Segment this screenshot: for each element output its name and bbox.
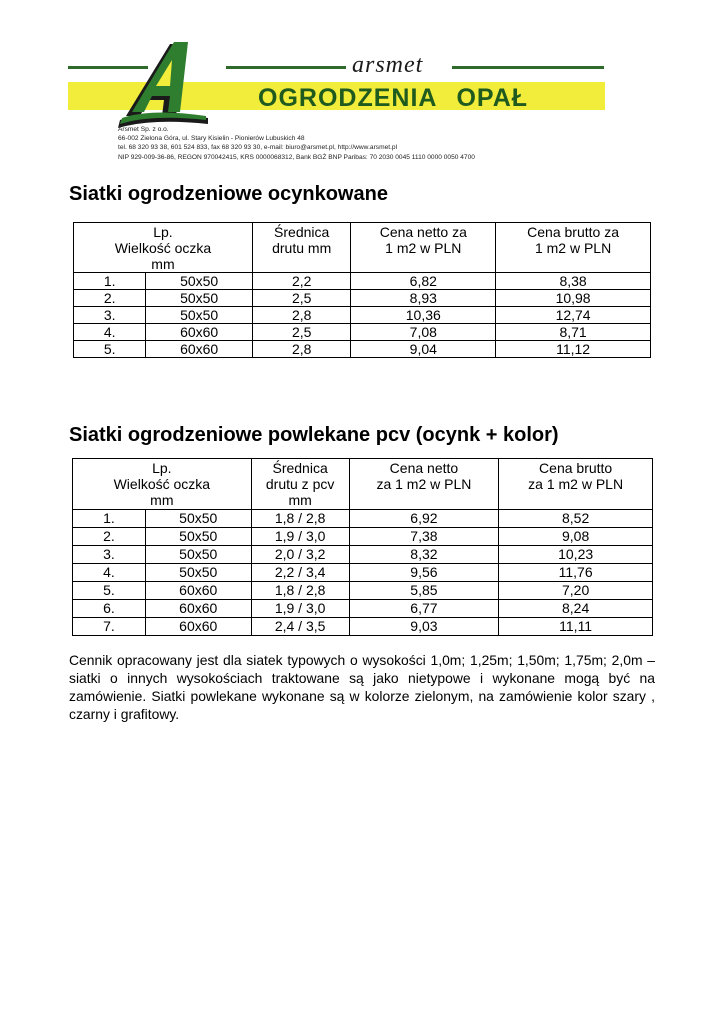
section1-title: Siatki ogrodzeniowe ocynkowane <box>69 183 388 205</box>
company-line: 66-002 Zielona Góra, ul. Stary Kisielin - Pionierów Lubuskich 48 <box>118 135 305 143</box>
company-info <box>118 125 475 162</box>
header-gross-price: Cena brutto za 1 m2 w PLN <box>499 459 653 510</box>
company-line: Arsmet Sp. z o.o. <box>118 126 169 133</box>
table-row: 1. 50x50 1,8 / 2,8 6,92 8,52 <box>73 510 653 528</box>
table-row: 5. 60x60 1,8 / 2,8 5,85 7,20 <box>73 582 653 600</box>
company-line: tel. 68 320 93 38, 601 524 833, fax 68 320 93 30, e-mail: biuro@arsmet.pl, http://www.arsmet.pl <box>118 144 398 152</box>
header-diameter: Średnica drutu mm <box>252 223 351 273</box>
table-row: 4. 50x50 2,2 / 3,4 9,56 11,76 <box>73 564 653 582</box>
table-row: 6. 60x60 1,9 / 3,0 6,77 8,24 <box>73 600 653 618</box>
table-row: 4. 60x60 2,5 7,08 8,71 <box>74 324 651 341</box>
price-list-note: Cennik opracowany jest dla siatek typowych o wysokości 1,0m; 1,25m; 1,50m; 1,75m; 2,0m – siatki o innych wysokościach traktowane są jako nietypowe i wykonane mogą być na zamówienie. Siatki powlekane wykonane są w kolorze zielonym, na zamówienie kolor szary , czarny i grafitowy. <box>69 652 655 722</box>
header-net-price: Cena netto za 1 m2 w PLN <box>349 459 499 510</box>
table-row: 1. 50x50 2,2 6,82 8,38 <box>74 273 651 290</box>
header-line-mid <box>226 66 346 69</box>
company-line: NIP 929-009-36-86, REGON 970042415, KRS 0000068312, Bank BGŻ BNP Paribas: 70 2030 0045 1110 0000 0050 4700 <box>118 153 475 161</box>
header-size: Lp. Wielkość oczka mm <box>73 459 252 510</box>
header-line-right <box>452 66 604 69</box>
table-row: 5. 60x60 2,8 9,04 11,12 <box>74 341 651 358</box>
table-row: 2. 50x50 1,9 / 3,0 7,38 9,08 <box>73 528 653 546</box>
table-row: 7. 60x60 2,4 / 3,5 9,03 11,11 <box>73 618 653 636</box>
section2-title: Siatki ogrodzeniowe powlekane pcv (ocynk + kolor) <box>69 424 559 446</box>
table-row: 3. 50x50 2,8 10,36 12,74 <box>74 307 651 324</box>
header-gross-price: Cena brutto za 1 m2 w PLN <box>496 223 651 273</box>
banner-title: OGRODZENIA OPAŁ <box>258 84 529 112</box>
table-row: 2. 50x50 2,5 8,93 10,98 <box>74 290 651 307</box>
header-size: Lp. Wielkość oczka mm <box>74 223 253 273</box>
header-diameter: Średnica drutu z pcv mm <box>251 459 349 510</box>
pvc-coated-price-table <box>72 458 653 636</box>
header-net-price: Cena netto za 1 m2 w PLN <box>351 223 496 273</box>
table-row: 3. 50x50 2,0 / 3,2 8,32 10,23 <box>73 546 653 564</box>
brand-name: arsmet <box>352 52 424 78</box>
galvanized-price-table <box>73 222 651 358</box>
